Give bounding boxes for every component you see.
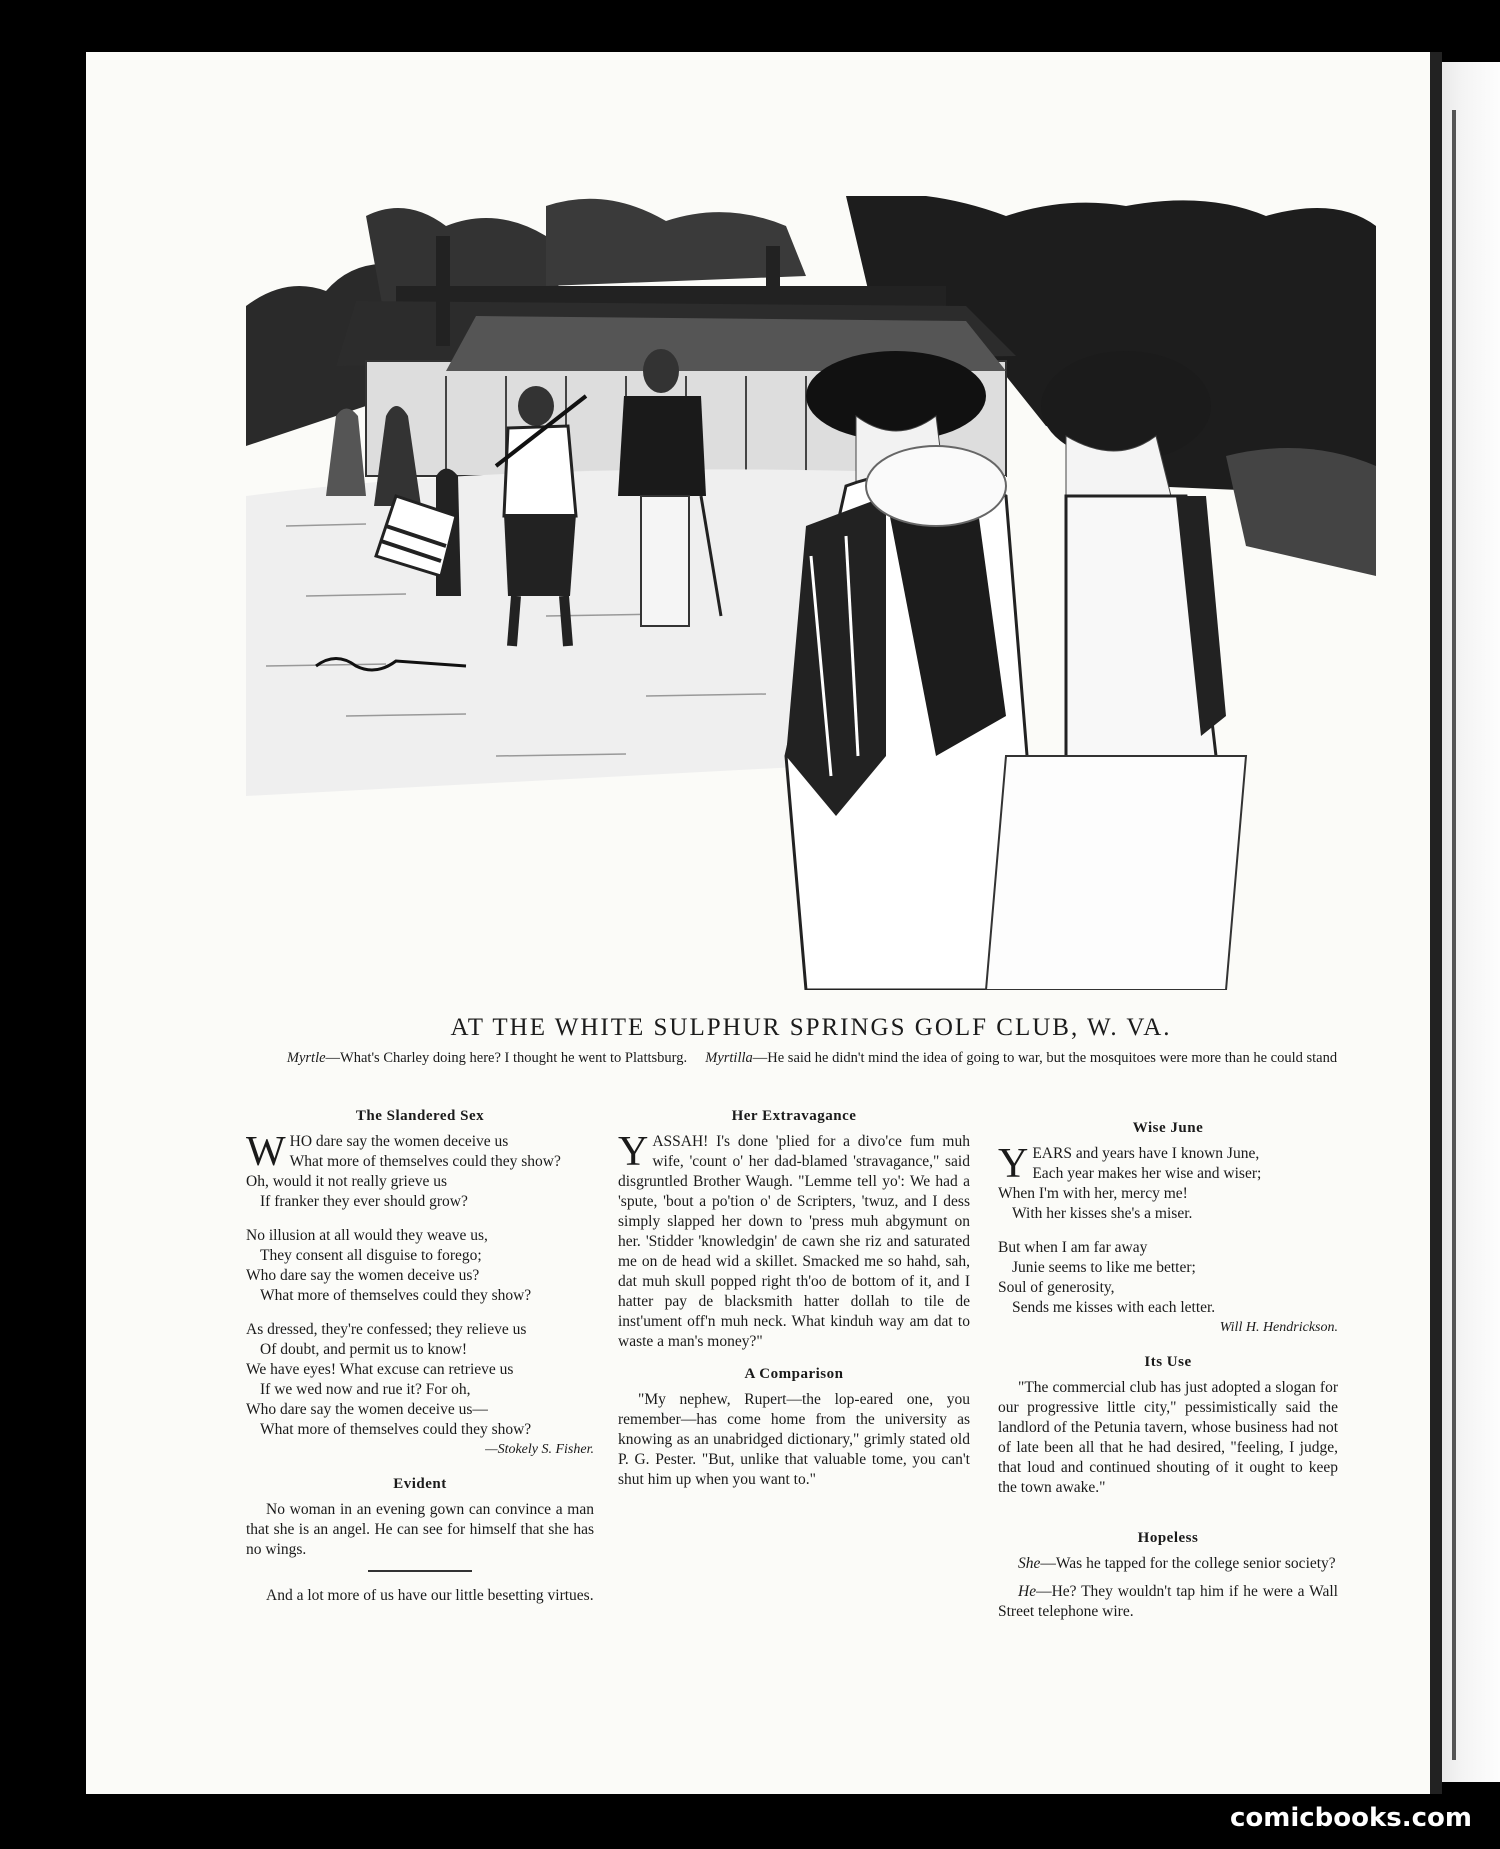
poem-stanza-2 <box>998 1238 1338 1338</box>
caption-line-myrtilla: —He said he didn't mind the idea of going to war, but the mosquitoes were more than he could stand <box>752 1050 1338 1066</box>
article-paragraph <box>618 1129 970 1352</box>
illustration-caption <box>258 1050 1366 1066</box>
poem-line: As dressed, they're confessed; they relieve us <box>246 1321 527 1338</box>
poem-line: Who dare say the women deceive us— <box>246 1401 488 1418</box>
column-1 <box>246 1106 594 1614</box>
poem-attribution: —Stokely S. Fisher. <box>485 1442 594 1457</box>
caption-line-myrtle: —What's Charley doing here? I thought he went to Plattsburg. <box>325 1050 688 1066</box>
poem-line: Oh, would it not really grieve us <box>246 1173 448 1190</box>
poem-line: We have eyes! What excuse can retrieve us <box>246 1361 514 1378</box>
dialogue-text: —He? They wouldn't tap him if he were a Wall Street telephone wire. <box>998 1583 1338 1620</box>
caption-speaker-myrtilla: Myrtilla <box>705 1050 753 1066</box>
poem-line: Each year makes her wise and wiser; <box>1032 1165 1262 1182</box>
drop-cap: W <box>246 1129 286 1175</box>
page-spine <box>1430 52 1442 1794</box>
speaker-she: She <box>1018 1555 1041 1572</box>
drop-cap: Y <box>998 1141 1029 1187</box>
poem-line: What more of themselves could they show? <box>260 1287 532 1304</box>
poem-line: EARS and years have I known June, <box>1032 1145 1260 1162</box>
caption-speaker-myrtle: Myrtle <box>286 1050 326 1066</box>
poem-line: If franker they ever should grow? <box>260 1193 468 1210</box>
poem-line: What more of themselves could they show? <box>289 1153 561 1170</box>
poem-line: What more of themselves could they show? <box>260 1421 532 1438</box>
poem-attribution: Will H. Hendrickson. <box>1219 1320 1338 1335</box>
poem-stanza-3 <box>246 1320 594 1460</box>
poem-line: If we wed now and rue it? For oh, <box>260 1381 471 1398</box>
poem-line: HO dare say the women deceive us <box>289 1133 509 1150</box>
illustration-headline: AT THE WHITE SULPHUR SPRINGS GOLF CLUB, W. VA. <box>450 1014 1172 1041</box>
article-title-hopeless: Hopeless <box>1137 1530 1199 1546</box>
column-3 <box>998 1106 1338 1630</box>
poem-line: Junie seems to like me better; <box>1012 1259 1196 1276</box>
poem-title-slandered-sex: The Slandered Sex <box>355 1108 485 1124</box>
poem-line: They consent all disguise to forego; <box>260 1247 482 1264</box>
poem-line: Sends me kisses with each letter. <box>1012 1299 1216 1316</box>
golf-club-illustration <box>246 196 1376 990</box>
poem-line: Who dare say the women deceive us? <box>246 1267 480 1284</box>
poem-line: But when I am far away <box>998 1239 1148 1256</box>
poem-stanza-1 <box>246 1129 594 1212</box>
article-paragraph: No woman in an evening gown can convince a man that she is an angel. He can see for himself that she has no wings. <box>246 1501 594 1558</box>
poem-line: With her kisses she's a miser. <box>1012 1205 1193 1222</box>
drop-cap: Y <box>618 1129 649 1175</box>
poem-line: When I'm with her, mercy me! <box>998 1185 1188 1202</box>
column-2 <box>618 1106 970 1498</box>
section-divider <box>368 1570 472 1572</box>
poem-title-wise-june: Wise June <box>1132 1120 1204 1136</box>
spacer <box>998 1506 1338 1528</box>
poem-stanza-2 <box>246 1226 594 1306</box>
dialogue-he <box>998 1582 1338 1622</box>
illustration-drawing <box>246 196 1376 990</box>
dialogue-text: —Was he tapped for the college senior society? <box>1040 1555 1336 1572</box>
article-paragraph: "My nephew, Rupert—the lop-eared one, you remember—has come home from the university as knowing as an unabridged dictionary," grimly stated old P. G. Pester. "But, unlike that valuable tome, you can't shut him up when you want to." <box>618 1391 970 1488</box>
dialogue-she <box>998 1554 1338 1574</box>
speaker-he: He <box>1018 1583 1037 1600</box>
article-text: ASSAH! I's done 'plied for a divo'ce fum muh wife, 'count o' her dad-blamed 'stravagance," said disgruntled Brother Waugh. "Lemme tell yo': We had a 'spute, 'bout a po'tion o' de Scripters, 'twuz, and I dess simply slapped her down to 'press muh abgymunt on her. 'Stidder 'knowledgin' de cawn she riz and saturated me on de head wid a skillet. Smacked me so hahd, sah, dat muh skull popped right th'oo de bottom of it, and I hatter pay de blacksmith hatter dollah to tile de inst'ument off'n muh neck. What kinduh way am dat to waste a man's money?" <box>618 1133 970 1350</box>
poem-line: Of doubt, and permit us to know! <box>260 1341 468 1358</box>
adjacent-page-line <box>1452 110 1456 1760</box>
article-title-comparison: A Comparison <box>744 1366 844 1382</box>
poem-line: No illusion at all would they weave us, <box>246 1227 488 1244</box>
poem-stanza-1 <box>998 1141 1338 1224</box>
article-title-evident: Evident <box>393 1476 447 1492</box>
adjacent-page-edge <box>1442 62 1500 1782</box>
article-paragraph: "The commercial club has just adopted a slogan for our progressive little city," pessimistically said the landlord of the Petunia tavern, whose business had not of late been all that he had desired, "feeling, I judge, that loud and continued shouting of it ought to keep the town awake." <box>998 1379 1338 1496</box>
poem-line: Soul of generosity, <box>998 1279 1115 1296</box>
article-title-its-use: Its Use <box>1144 1354 1192 1370</box>
article-paragraph: And a lot more of us have our little besetting virtues. <box>266 1587 594 1604</box>
site-watermark: comicbooks.com <box>1229 1803 1472 1833</box>
article-title-her-extravagance: Her Extravagance <box>731 1108 857 1124</box>
